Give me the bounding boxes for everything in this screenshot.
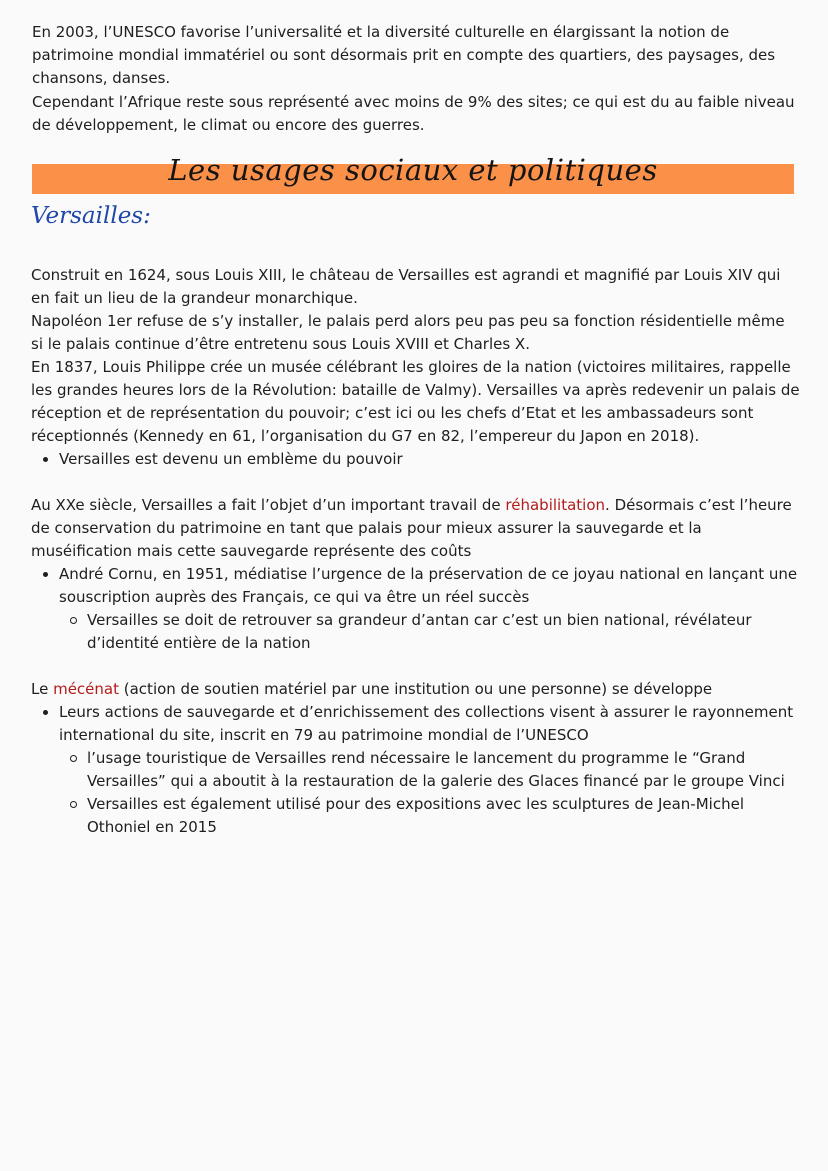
paragraph-spacer [31,471,801,494]
sub-list-item: l’usage touristique de Versailles rend nécessaire le lancement du programme le “Grand Versailles” qui a aboutit à la restauration de la galerie des Glaces financé par le groupe Vinci [31,747,801,793]
intro-section [32,21,802,137]
bullet-list-embleme [31,448,801,471]
highlight-term-rehabilitation: réhabilitation [505,496,606,514]
bullet-list-mecenat [31,701,801,839]
rehab-text-after: . Désormais c’est l’heure de conservation du patrimoine en tant que palais pour mieux assurer la sauvegarde et la muséification mais cette sauvegarde représente des coûts [31,496,792,560]
list-item: Leurs actions de sauvegarde et d’enrichissement des collections visent à assurer le rayonnement international du site, inscrit en 79 au patrimoine mondial de l’UNESCO [31,701,801,747]
bullet-list-cornu [31,563,801,655]
paragraph-spacer [31,655,801,678]
intro-paragraph-unesco: En 2003, l’UNESCO favorise l’universalité et la diversité culturelle en élargissant la notion de patrimoine mondial immatériel ou sont désormais prit en compte des quartiers, des paysages, des chansons, danses. [32,23,776,88]
list-item: André Cornu, en 1951, médiatise l’urgence de la préservation de ce joyau national en lançant une souscription auprès des Français, ce qui va être un réel succès [31,563,801,609]
list-item: Versailles est devenu un emblème du pouvoir [31,448,801,471]
versailles-body [31,264,801,839]
highlight-term-mecenat: mécénat [53,680,119,698]
rehab-text-before: Au XXe siècle, Versailles a fait l’objet d’un important travail de [31,496,506,514]
paragraph-napoleon: Napoléon 1er refuse de s’y installer, le palais perd alors peu pas peu sa fonction résidentielle même si le palais continue d’être entretenu sous Louis XVIII et Charles X. [31,312,785,353]
paragraph-louis-philippe: En 1837, Louis Philippe crée un musée célébrant les gloires de la nation (victoires militaires, rappelle les grandes heures lors de la Révolution: bataille de Valmy). Versailles va après redevenir un palais de réception et de représentation du pouvoir; c’est ici ou les chefs d’Etat et les ambassadeurs sont réceptionnés (Kennedy en 61, l’organisation du G7 en 82, l’empereur du Japon en 2018). [31,358,800,445]
section-title: Les usages sociaux et politiques [168,153,658,187]
sub-list-item: Versailles est également utilisé pour des expositions avec les sculptures de Jean-Michel Othoniel en 2015 [31,793,801,839]
paragraph-rehabilitation [31,494,801,563]
paragraph-mecenat [31,678,801,701]
versailles-heading: Versailles: [31,203,151,229]
sub-list-item: Versailles se doit de retrouver sa grandeur d’antan car c’est un bien national, révélateur d’identité entière de la nation [31,609,801,655]
paragraph-construction: Construit en 1624, sous Louis XIII, le château de Versailles est agrandi et magnifié par Louis XIV qui en fait un lieu de la grandeur monarchique. [31,266,781,307]
mecenat-text-before: Le [31,680,54,698]
intro-paragraph-afrique: Cependant l’Afrique reste sous représenté avec moins de 9% des sites; ce qui est du au faible niveau de développement, le climat ou encore des guerres. [32,92,795,134]
mecenat-text-after: (action de soutien matériel par une institution ou une personne) se développe [119,680,713,698]
